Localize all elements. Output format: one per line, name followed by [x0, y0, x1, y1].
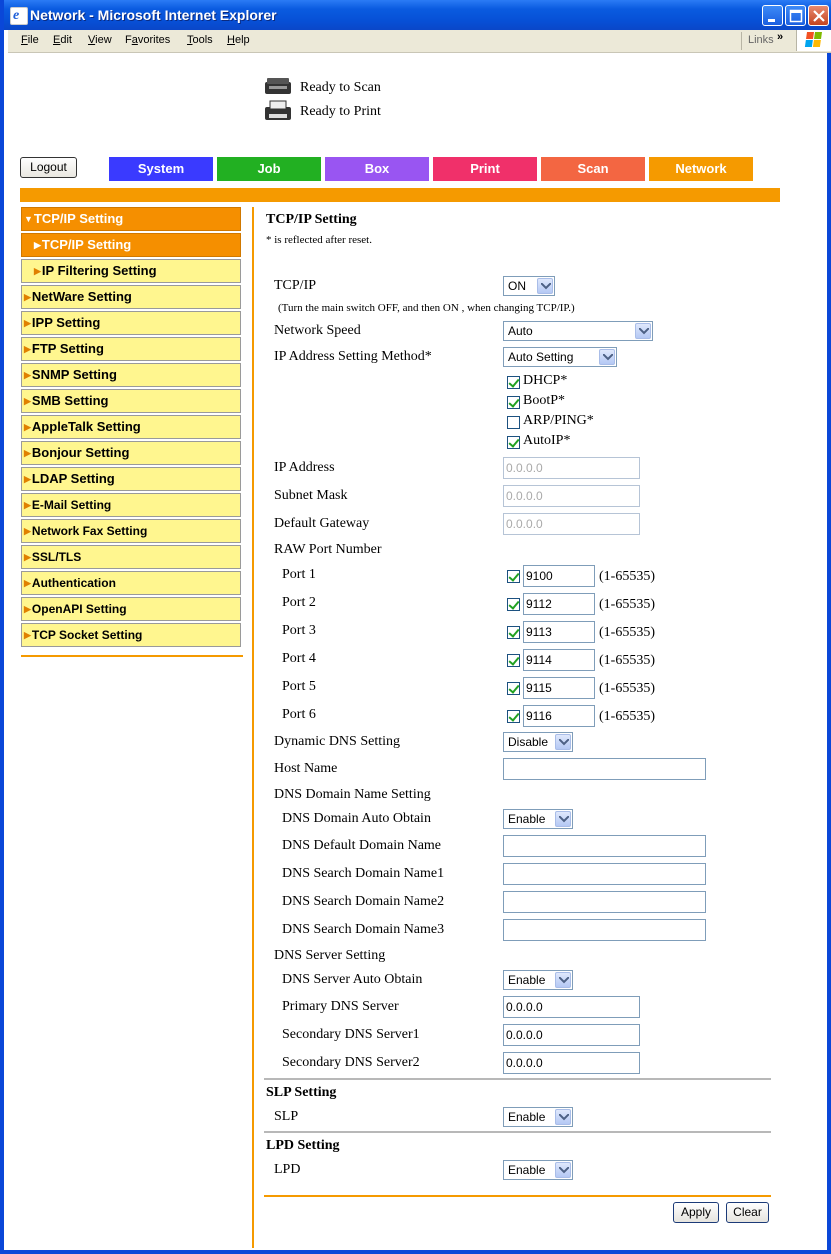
port2-field[interactable]: 9112: [523, 593, 595, 615]
sidebar-item-label: Bonjour Setting: [31, 445, 130, 460]
maximize-icon[interactable]: [785, 5, 806, 26]
scan-status-label: Ready to Scan: [300, 80, 381, 95]
dhcp-checkbox[interactable]: [507, 376, 520, 389]
chevron-down-icon: [555, 811, 571, 827]
minimize-icon[interactable]: [762, 5, 783, 26]
subnet-mask-label: Subnet Mask: [274, 488, 348, 503]
port1-range: (1-65535): [599, 569, 655, 584]
default-gateway-field[interactable]: 0.0.0.0: [503, 513, 640, 535]
sidebar-item-label: Network Fax Setting: [31, 524, 148, 538]
tab-job[interactable]: Job: [217, 157, 323, 181]
sidebar-item-label: TCP/IP Setting: [33, 211, 124, 226]
chevron-down-icon: [555, 1109, 571, 1125]
port3-label: Port 3: [282, 623, 316, 638]
title-bar: [4, 0, 831, 30]
triangle-right-icon: ▶: [34, 240, 41, 250]
sidebar-item-label: FTP Setting: [31, 341, 104, 356]
triangle-right-icon: ▶: [24, 318, 31, 328]
triangle-right-icon: ▶: [24, 500, 31, 510]
port1-field[interactable]: 9100: [523, 565, 595, 587]
chevron-down-icon: [599, 349, 615, 365]
chevron-down-icon: [555, 1162, 571, 1178]
port1-label: Port 1: [282, 567, 316, 582]
sidebar-item-label: E-Mail Setting: [31, 498, 112, 512]
sidebar-item-ipp-setting[interactable]: [21, 311, 241, 335]
section-divider: [264, 1078, 771, 1080]
host-name-label: Host Name: [274, 761, 338, 776]
ip-method-select[interactable]: Auto Setting: [503, 347, 617, 367]
port3-checkbox[interactable]: [507, 626, 520, 639]
triangle-right-icon: ▶: [24, 578, 31, 588]
logout-button[interactable]: Logout: [20, 157, 77, 178]
chevron-down-icon: [555, 972, 571, 988]
sidebar-item-network-fax-setting[interactable]: [21, 519, 241, 543]
apply-button[interactable]: Apply: [673, 1202, 719, 1223]
sidebar-item-label: Authentication: [31, 576, 116, 590]
default-gateway-label: Default Gateway: [274, 516, 370, 531]
bootp-checkbox[interactable]: [507, 396, 520, 409]
chevron-down-icon: [537, 278, 553, 294]
port6-field[interactable]: 9116: [523, 705, 595, 727]
tab-box[interactable]: Box: [325, 157, 431, 181]
sidebar-item-label: SSL/TLS: [31, 550, 82, 564]
dns-server-auto-select[interactable]: Enable: [503, 970, 573, 990]
section-title-slp: SLP Setting: [266, 1085, 337, 1100]
tcpip-label: TCP/IP: [274, 278, 317, 293]
section-title-lpd: LPD Setting: [266, 1138, 340, 1153]
section-title-tcpip: TCP/IP Setting: [266, 212, 357, 227]
triangle-right-icon: ▶: [24, 552, 31, 562]
sidebar-item-e-mail-setting[interactable]: [21, 493, 241, 517]
slp-label: SLP: [274, 1109, 299, 1124]
port4-range: (1-65535): [599, 653, 655, 668]
menu-help[interactable]: Help: [227, 34, 250, 46]
host-name-field[interactable]: [503, 758, 706, 780]
port5-field[interactable]: 9115: [523, 677, 595, 699]
triangle-right-icon: ▶: [24, 422, 31, 432]
raw-port-label: RAW Port Number: [274, 542, 382, 557]
print-status-label: Ready to Print: [300, 104, 381, 119]
dns-server-setting-label: DNS Server Setting: [274, 948, 386, 963]
primary-dns-field[interactable]: 0.0.0.0: [503, 996, 640, 1018]
chevron-down-icon: [635, 323, 651, 339]
port2-label: Port 2: [282, 595, 316, 610]
sidebar-item-label: TCP Socket Setting: [31, 628, 143, 642]
primary-dns-label: Primary DNS Server: [282, 999, 399, 1014]
dns-search-domain1-field[interactable]: [503, 863, 706, 885]
scanner-icon: [263, 76, 293, 98]
sidebar-item-snmp-setting[interactable]: [21, 363, 241, 387]
triangle-right-icon: ▶: [24, 474, 31, 484]
triangle-right-icon: ▶: [24, 604, 31, 614]
sidebar-item-appletalk-setting[interactable]: [21, 415, 241, 439]
window-title: Network - Microsoft Internet Explorer: [30, 7, 277, 23]
sidebar-item-openapi-setting[interactable]: [21, 597, 241, 621]
secondary-dns1-label: Secondary DNS Server1: [282, 1027, 420, 1042]
triangle-right-icon: ▶: [24, 630, 31, 640]
port4-label: Port 4: [282, 651, 316, 666]
sidebar-item-label: SNMP Setting: [31, 367, 117, 382]
menu-bar: [8, 30, 831, 53]
sidebar-item-label: SMB Setting: [31, 393, 109, 408]
dns-domain-auto-select[interactable]: Enable: [503, 809, 573, 829]
dynamic-dns-label: Dynamic DNS Setting: [274, 734, 400, 749]
subnet-mask-field[interactable]: 0.0.0.0: [503, 485, 640, 507]
lpd-select[interactable]: Enable: [503, 1160, 573, 1180]
section-divider: [264, 1131, 771, 1133]
lpd-label: LPD: [274, 1162, 301, 1177]
checkbox-label: BootP*: [523, 393, 566, 408]
port3-range: (1-65535): [599, 625, 655, 640]
sidebar-item-label: LDAP Setting: [31, 471, 115, 486]
content-divider: [252, 207, 254, 1248]
footer-divider: [264, 1195, 771, 1197]
arpping-checkbox[interactable]: [507, 416, 520, 429]
secondary-dns2-label: Secondary DNS Server2: [282, 1055, 420, 1070]
checkbox-label: ARP/PING*: [523, 413, 594, 428]
triangle-right-icon: ▶: [34, 266, 41, 276]
sidebar-item-ip-filtering-setting[interactable]: [21, 259, 241, 283]
tab-system[interactable]: System: [109, 157, 215, 181]
secondary-dns2-field[interactable]: 0.0.0.0: [503, 1052, 640, 1074]
links-label[interactable]: Links: [748, 34, 774, 46]
reset-note: * is reflected after reset.: [266, 234, 372, 246]
dns-search-domain1-label: DNS Search Domain Name1: [282, 866, 445, 881]
chevron-down-icon: [555, 734, 571, 750]
menubar-separator: [741, 32, 742, 50]
menu-tools[interactable]: Tools: [187, 34, 213, 46]
ip-method-label: IP Address Setting Method*: [274, 349, 432, 364]
sidebar-item-label: TCP/IP Setting: [41, 237, 132, 252]
port6-checkbox[interactable]: [507, 710, 520, 723]
network-speed-label: Network Speed: [274, 323, 361, 338]
network-speed-select[interactable]: Auto: [503, 321, 653, 341]
port2-range: (1-65535): [599, 597, 655, 612]
dns-domain-auto-label: DNS Domain Auto Obtain: [282, 811, 431, 826]
port6-range: (1-65535): [599, 709, 655, 724]
header-divider: [20, 188, 780, 202]
dns-search-domain2-field[interactable]: [503, 891, 706, 913]
tab-print[interactable]: Print: [433, 157, 539, 181]
sidebar-item-ldap-setting[interactable]: [21, 467, 241, 491]
close-icon[interactable]: [808, 5, 829, 26]
port1-checkbox[interactable]: [507, 570, 520, 583]
links-chevron-icon[interactable]: »: [777, 31, 784, 43]
tcpip-select[interactable]: ON: [503, 276, 555, 296]
port6-label: Port 6: [282, 707, 316, 722]
port5-label: Port 5: [282, 679, 316, 694]
dns-search-domain3-field[interactable]: [503, 919, 706, 941]
triangle-right-icon: ▶: [24, 292, 31, 302]
sidebar-item-label: OpenAPI Setting: [31, 602, 127, 616]
windows-logo-icon: [796, 30, 831, 51]
sidebar-item-bonjour-setting[interactable]: [21, 441, 241, 465]
sidebar-item-label: NetWare Setting: [31, 289, 132, 304]
tab-scan[interactable]: Scan: [541, 157, 647, 181]
sidebar-item-authentication[interactable]: [21, 571, 241, 595]
sidebar-item-smb-setting[interactable]: [21, 389, 241, 413]
checkbox-label: DHCP*: [523, 373, 568, 388]
sidebar-item-netware-setting[interactable]: [21, 285, 241, 309]
menu-file[interactable]: File: [21, 34, 39, 46]
checkbox-label: AutoIP*: [523, 433, 571, 448]
sidebar-item-label: AppleTalk Setting: [31, 419, 141, 434]
tab-network[interactable]: Network: [649, 157, 755, 181]
triangle-right-icon: ▶: [24, 526, 31, 536]
triangle-right-icon: ▶: [24, 370, 31, 380]
triangle-right-icon: ▶: [24, 396, 31, 406]
sidebar-item-label: IPP Setting: [31, 315, 101, 330]
printer-icon: [263, 100, 293, 122]
port4-checkbox[interactable]: [507, 654, 520, 667]
clear-button[interactable]: Clear: [726, 1202, 769, 1223]
sidebar-bottom-line: [21, 655, 243, 657]
triangle-right-icon: ▶: [24, 448, 31, 458]
menu-view[interactable]: View: [88, 34, 112, 46]
port5-checkbox[interactable]: [507, 682, 520, 695]
sidebar-item-label: IP Filtering Setting: [41, 263, 157, 278]
slp-select[interactable]: Enable: [503, 1107, 573, 1127]
port4-field[interactable]: 9114: [523, 649, 595, 671]
dns-search-domain2-label: DNS Search Domain Name2: [282, 894, 445, 909]
menu-edit[interactable]: Edit: [53, 34, 72, 46]
port5-range: (1-65535): [599, 681, 655, 696]
dns-domain-setting-label: DNS Domain Name Setting: [274, 787, 431, 802]
ip-address-label: IP Address: [274, 460, 335, 475]
ie-icon: e: [10, 7, 28, 25]
sidebar-item-tcp-ip-setting-group[interactable]: [21, 207, 241, 231]
ip-address-field[interactable]: 0.0.0.0: [503, 457, 640, 479]
port2-checkbox[interactable]: [507, 598, 520, 611]
dynamic-dns-select[interactable]: Disable: [503, 732, 573, 752]
dns-default-domain-label: DNS Default Domain Name: [282, 838, 442, 853]
dns-server-auto-label: DNS Server Auto Obtain: [282, 972, 423, 987]
sidebar-item-tcp-ip-setting[interactable]: [21, 233, 241, 257]
sidebar-item-ssl-tls[interactable]: [21, 545, 241, 569]
dns-search-domain3-label: DNS Search Domain Name3: [282, 922, 445, 937]
menu-favorites[interactable]: Favorites: [125, 34, 171, 46]
port3-field[interactable]: 9113: [523, 621, 595, 643]
sidebar-item-tcp-socket-setting[interactable]: [21, 623, 241, 647]
autoip-checkbox[interactable]: [507, 436, 520, 449]
triangle-right-icon: ▶: [24, 344, 31, 354]
tcpip-note: (Turn the main switch OFF, and then ON , when changing TCP/IP.): [278, 302, 575, 314]
sidebar-item-ftp-setting[interactable]: [21, 337, 241, 361]
secondary-dns1-field[interactable]: 0.0.0.0: [503, 1024, 640, 1046]
dns-default-domain-field[interactable]: [503, 835, 706, 857]
triangle-down-icon: ▼: [24, 214, 33, 224]
